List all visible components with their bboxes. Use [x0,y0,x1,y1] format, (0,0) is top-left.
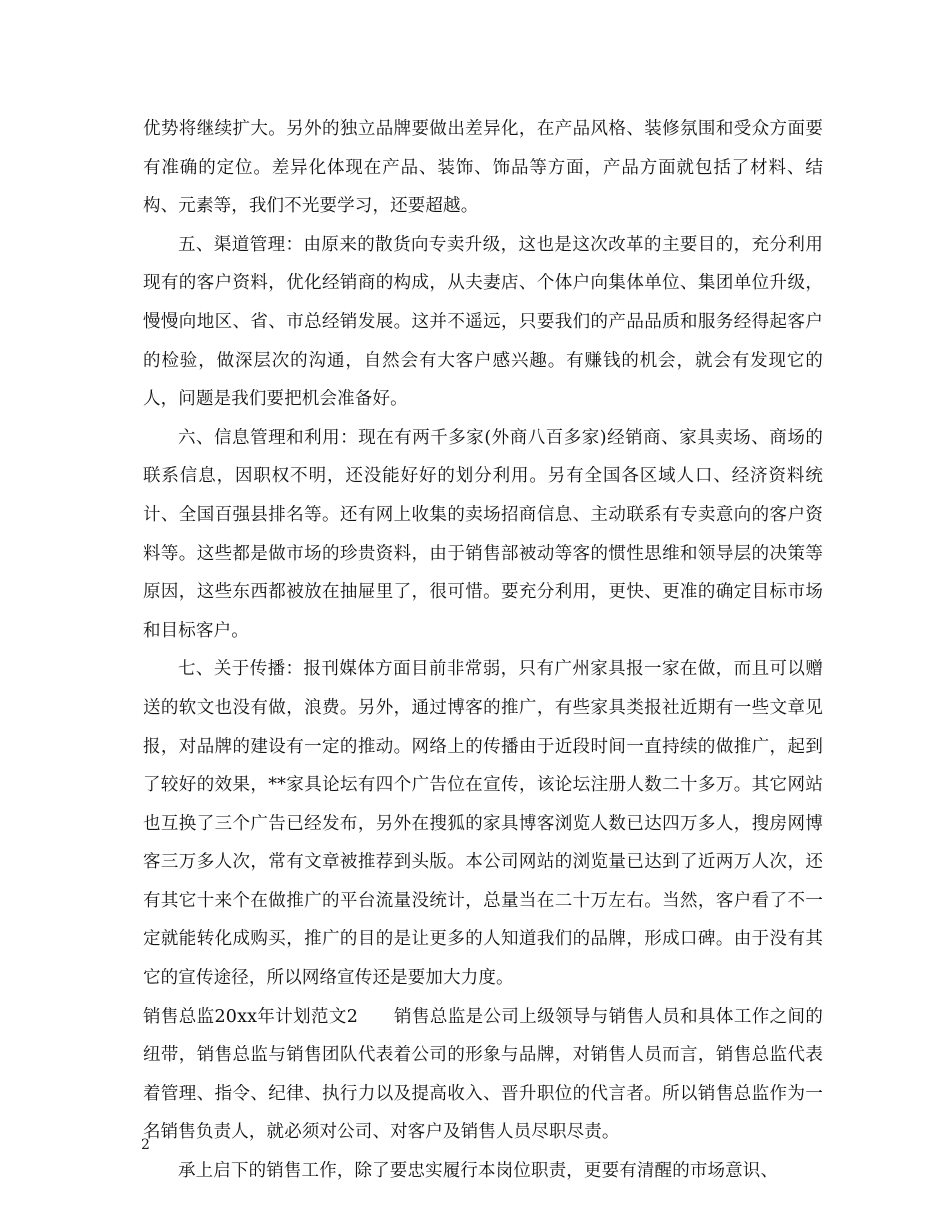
paragraph-communication: 七、关于传播：报刊媒体方面目前非常弱，只有广州家具报一家在做，而且可以赠送的软文也没有做，浪费。另外，通过博客的推广，有些家具类报社近期有一些文章见报，对品牌的建设有一定的推动。网络上的传播由于近段时间一直持续的做推广，起到了较好的效果，**家具论坛有四个广告位在宣传，该论坛注册人数二十多万。其它网站也互换了三个广告已经发布，另外在搜狐的家具博客浏览人数已达四万多人，搜房网博客三万多人次，常有文章被推荐到头版。本公司网站的浏览量已达到了近两万人次，还有其它十来个在做推广的平台流量没统计，总量当在二十万左右。当然，客户看了不一定就能转化成购买，推广的目的是让更多的人知道我们的品牌，形成口碑。由于没有其它的宣传途径，所以网络宣传还是要加大力度。 [143,659,823,989]
paragraph-continued-advantage: 优势将继续扩大。另外的独立品牌要做出差异化，在产品风格、装修氛围和受众方面要有准确的定位。差异化体现在产品、装饰、饰品等方面，产品方面就包括了材料、结构、元素等，我们不光要学习，还要超越。 [143,119,823,217]
paragraph-sales-work: 承上启下的销售工作，除了要忠实履行本岗位职责，更要有清醒的市场意识、 [178,1161,779,1182]
paragraph-sales-director-plan: 销售总监20xx年计划范文2 销售总监是公司上级领导与销售人员和具体工作之间的纽带，销售总监与销售团队代表着公司的形象与品牌，对销售人员而言，销售总监代表着管理、指令、纪律、执行力以及提高收入、晋升职位的代言者。所以销售总监作为一名销售负责人，就必须对公司、对客户及销售人员尽职尽责。 [143,1006,823,1143]
paragraph-channel-management: 五、渠道管理：由原来的散货向专卖升级，这也是这次改革的主要目的，充分利用现有的客户资料，优化经销商的构成，从夫妻店、个体户向集体单位、集团单位升级，慢慢向地区、省、市总经销发展。这并不遥远，只要我们的产品品质和服务经得起客户的检验，做深层次的沟通，自然会有大客户感兴趣。有赚钱的机会，就会有发现它的人，问题是我们要把机会准备好。 [143,234,823,410]
page-number: 2 [141,1137,150,1153]
document-body [143,110,823,1191]
paragraph-information-management: 六、信息管理和利用：现在有两千多家(外商八百多家)经销商、家具卖场、商场的联系信息，因职权不明，还没能好好的划分利用。另有全国各区域人口、经济资料统计、全国百强县排名等。还有网上收集的卖场招商信息、主动联系有专卖意向的客户资料等。这些都是做市场的珍贵资料，由于销售部被动等客的惯性思维和领导层的决策等原因，这些东西都被放在抽屉里了，很可惜。要充分利用，更快、更准的确定目标市场和目标客户。 [143,427,823,641]
